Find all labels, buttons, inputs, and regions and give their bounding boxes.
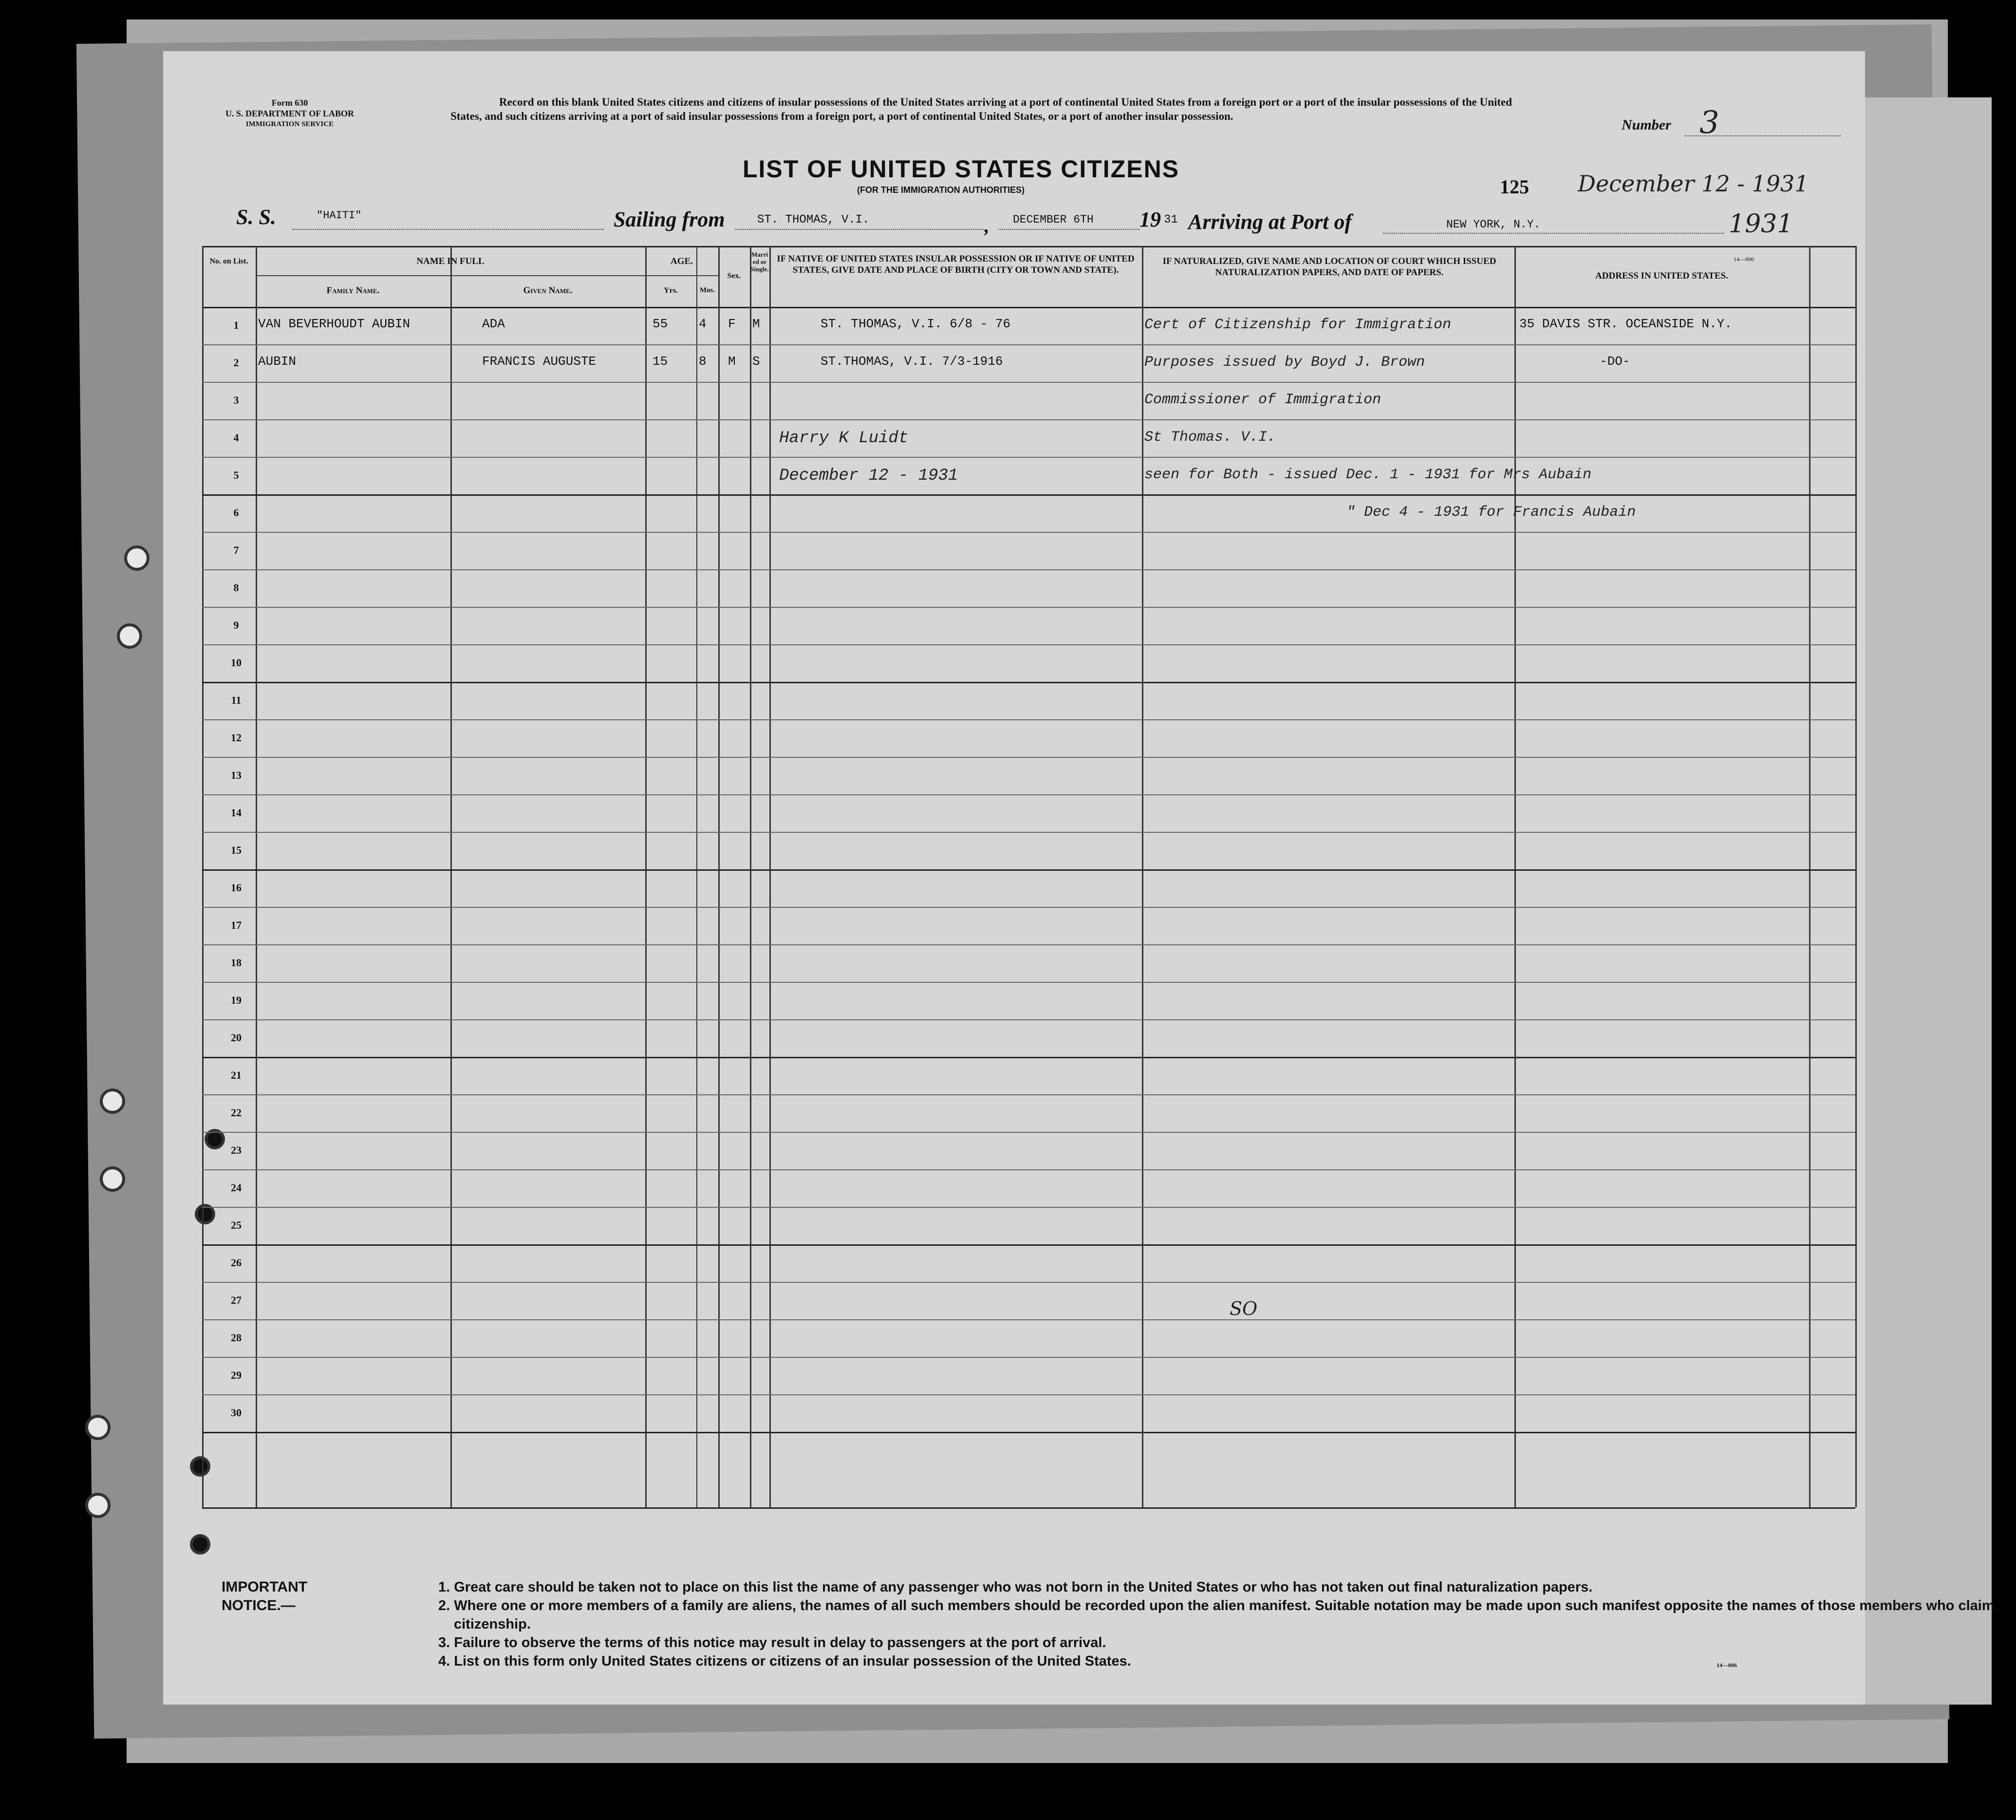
cell-given: ADA	[482, 317, 505, 331]
sailing-from: ST. THOMAS, V.I.	[757, 213, 870, 226]
date-underline	[998, 229, 1139, 230]
stamp-number: 125	[1500, 176, 1529, 198]
sailing-year-suffix: 31	[1164, 213, 1178, 226]
header-years: Yrs.	[664, 286, 678, 295]
punch-hole	[117, 623, 142, 649]
cell-given: FRANCIS AUGUSTE	[482, 354, 597, 369]
cell-married: S	[752, 354, 760, 369]
ship-underline	[292, 229, 604, 230]
cell-sex: F	[728, 317, 736, 331]
header-given-name: Given Name.	[523, 285, 573, 296]
notice-item: 3. Failure to observe the terms of this notice may result in delay to passengers at the port of arrival.	[438, 1635, 1106, 1651]
row-number: 17	[231, 919, 242, 931]
row-number: 14	[231, 807, 242, 819]
row-number: 22	[231, 1107, 242, 1119]
sailing-date: DECEMBER 6TH	[1013, 213, 1094, 226]
arriving-year: 1931	[1729, 209, 1793, 239]
cell-naturalized: Cert of Citizenship for Immigration	[1144, 317, 1452, 333]
cell-birth: December 12 - 1931	[779, 467, 958, 485]
punch-hole	[190, 1534, 210, 1555]
form-instructions: Record on this blank United States citizens and citizens of insular possessions of the United States arriving at a port of continental United States from a foreign port or a port of the insular possessions of the United States, and such citizens arriving at a port of said insular possessions from a foreign port, a port of continental United States, or a port of another insular possession.	[450, 96, 1512, 122]
row-number: 8	[233, 582, 239, 594]
cell-naturalized: Commissioner of Immigration	[1144, 392, 1381, 408]
row-number: 2	[233, 356, 239, 369]
sailing-label: Sailing from	[614, 207, 725, 231]
notice-item: 1. Great care should be taken not to place on this list the name of any passenger who was not born in the United States or who has not taken out final naturalization papers.	[438, 1579, 1593, 1595]
form-number: Form 630	[271, 98, 308, 108]
header-name-in-full: NAME IN FULL	[416, 256, 485, 266]
row-number: 16	[231, 882, 242, 894]
row-number: 15	[231, 844, 242, 856]
print-code-top: 14—006	[1734, 256, 1754, 263]
arriving-port: NEW YORK, N.Y.	[1446, 218, 1541, 231]
header-family-name: Family Name.	[326, 285, 380, 296]
row-number: 21	[231, 1069, 242, 1081]
cell-sex: M	[728, 354, 736, 369]
row-number: 30	[231, 1407, 242, 1419]
cell-yrs: 55	[653, 317, 668, 331]
row-number: 11	[231, 694, 242, 706]
row-number: 6	[233, 507, 239, 519]
page-subtitle: (FOR THE IMMIGRATION AUTHORITIES)	[857, 185, 1025, 195]
number-label: Number	[1622, 117, 1671, 133]
cell-yrs: 15	[653, 354, 668, 369]
page-title: LIST OF UNITED STATES CITIZENS	[743, 155, 1180, 183]
cell-naturalized: St Thomas. V.I.	[1144, 429, 1276, 446]
row-number: 20	[231, 1032, 242, 1044]
header-age: AGE.	[671, 256, 693, 266]
row-number: 28	[231, 1332, 242, 1344]
sailing-year-prefix: 19	[1139, 207, 1161, 231]
header-married: Married or Single.	[750, 251, 769, 273]
row-number: 7	[233, 544, 239, 556]
cell-naturalized: seen for Both - issued Dec. 1 - 1931 for Mrs Aubain	[1144, 467, 1592, 483]
row-number: 5	[233, 469, 239, 481]
arriving-label: Arriving at Port of	[1188, 210, 1352, 234]
header-address: ADDRESS IN UNITED STATES.	[1595, 271, 1728, 281]
service-name: IMMIGRATION SERVICE	[245, 120, 334, 128]
cell-birth: Harry K Luidt	[779, 429, 909, 448]
ship-name: "HAITI"	[317, 209, 362, 222]
cell-family: AUBIN	[258, 354, 297, 369]
cell-naturalized: Purposes issued by Boyd J. Brown	[1144, 354, 1425, 371]
row-number: 13	[231, 769, 242, 781]
cell-naturalized: " Dec 4 - 1931 for Francis Aubain	[1346, 504, 1636, 521]
row-number: 24	[231, 1182, 242, 1194]
form-identity	[209, 97, 370, 130]
cell-birth: ST. THOMAS, V.I. 6/8 - 76	[821, 317, 1011, 331]
punch-hole	[124, 545, 149, 571]
cell-address: 35 DAVIS STR. OCEANSIDE N.Y.	[1519, 317, 1732, 331]
header-sex: Sex.	[727, 272, 741, 280]
row-number: 4	[233, 432, 239, 444]
notice-item: 4. List on this form only United States citizens or citizens of an insular possession of the United States.	[438, 1653, 1131, 1669]
cell-birth: ST.THOMAS, V.I. 7/3-1916	[821, 354, 1003, 369]
punch-hole	[85, 1415, 111, 1440]
row-number: 18	[231, 957, 242, 969]
row-number: 19	[231, 994, 242, 1006]
header-no: No. on List.	[209, 257, 248, 265]
department-name: U. S. DEPARTMENT OF LABOR	[225, 109, 355, 118]
comma: ,	[984, 215, 989, 237]
row-number: 3	[233, 394, 239, 406]
header-months: Mos.	[699, 286, 715, 294]
cell-family: VAN BEVERHOUDT AUBIN	[258, 317, 411, 331]
notice-list	[438, 1578, 2016, 1670]
header-birth: IF NATIVE OF UNITED STATES INSULAR POSSESSION OR IF NATIVE OF UNITED STATES, GIVE DATE AND PLACE OF BIRTH (CITY OR TOWN AND STATE).	[777, 254, 1135, 275]
row-number: 25	[231, 1219, 242, 1231]
header-naturalized: IF NATURALIZED, GIVE NAME AND LOCATION OF COURT WHICH ISSUED NATURALIZATION PAPERS, AND DATE OF PAPERS.	[1162, 256, 1496, 278]
cell-mos: 8	[699, 354, 707, 369]
cell-mos: 4	[699, 317, 707, 331]
print-code-bottom: 14—006	[1717, 1662, 1737, 1669]
stray-mark: SO	[1230, 1298, 1258, 1319]
row-number: 12	[231, 732, 242, 744]
row-number: 9	[233, 619, 239, 631]
row-number: 23	[231, 1144, 242, 1156]
row-number: 29	[231, 1369, 242, 1381]
punch-hole	[100, 1166, 125, 1192]
arriving-underline	[1383, 233, 1724, 234]
row-number: 1	[233, 319, 239, 331]
cell-address: -DO-	[1600, 354, 1630, 369]
row-number: 26	[231, 1257, 242, 1269]
manifest-table	[202, 246, 1855, 1507]
cell-married: M	[752, 317, 760, 331]
row-number: 10	[231, 657, 242, 669]
notice-heading: IMPORTANT NOTICE.—	[222, 1579, 308, 1614]
notice-item: 2. Where one or more members of a family are aliens, the names of all such members should be recorded upon the alien manifest. Suitable notation may be made upon such manifest opposite the names of those members who claim citizenship.	[438, 1598, 1995, 1632]
sailing-underline	[735, 229, 984, 230]
punch-hole	[100, 1088, 125, 1114]
punch-hole	[85, 1493, 111, 1518]
row-number: 27	[231, 1294, 242, 1306]
number-value: 3	[1699, 105, 1719, 141]
stamp-date: December 12 - 1931	[1578, 170, 1809, 197]
ss-label: S. S.	[236, 205, 276, 229]
